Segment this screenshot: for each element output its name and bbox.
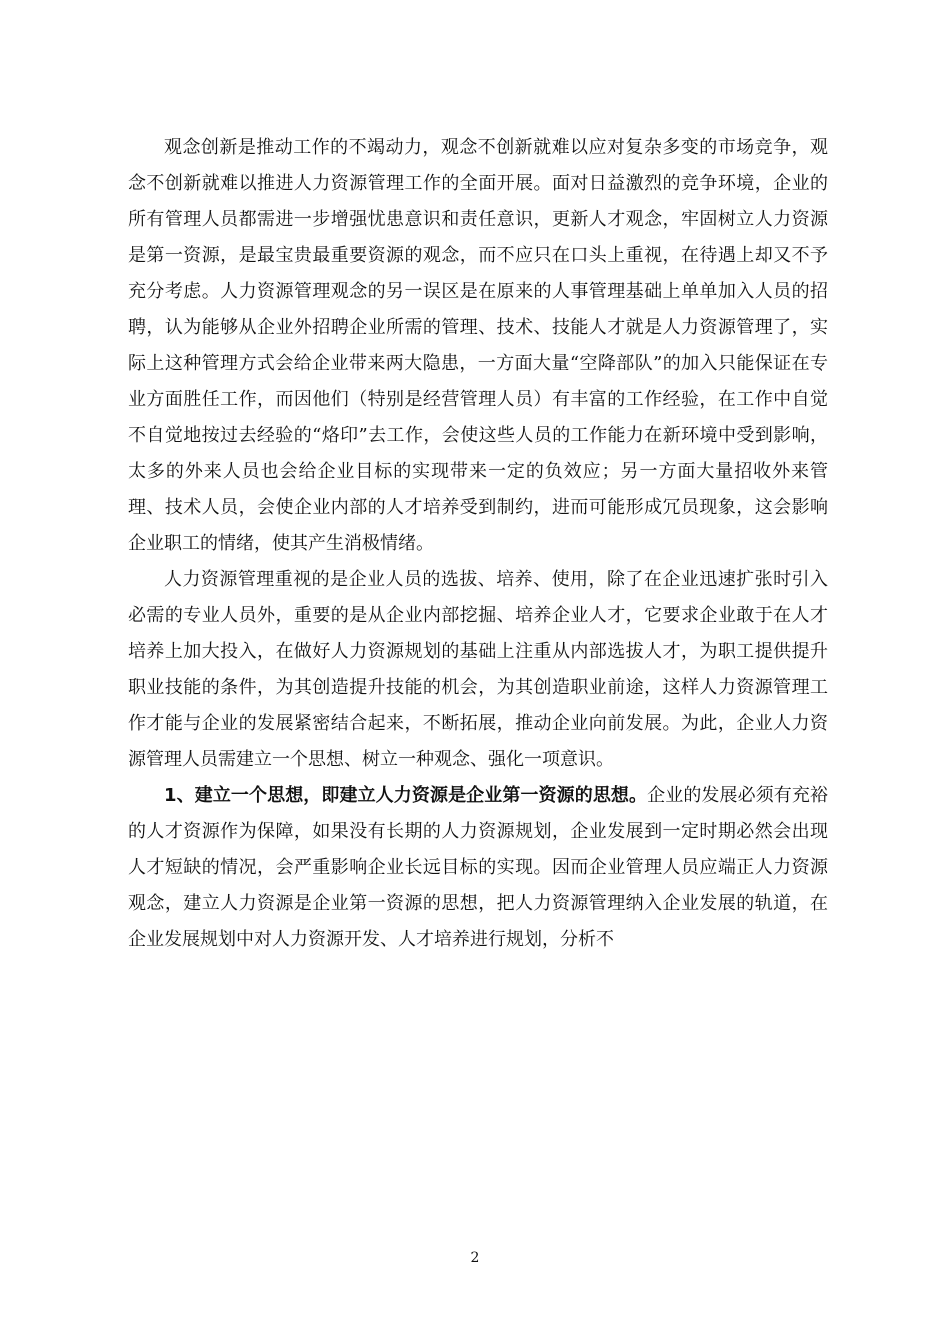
section-1-heading: 1、建立一个思想，即建立人力资源是企业第一资源的思想。 <box>164 785 648 806</box>
body-text <box>128 130 828 958</box>
page-number: 2 <box>470 1250 480 1266</box>
paragraph-concept-innovation: 观念创新是推动工作的不竭动力，观念不创新就难以应对复杂多变的市场竞争，观念不创新就难以推进人力资源管理工作的全面开展。面对日益激烈的竞争环境，企业的所有管理人员都需进一步增强忧患意识和责任意识，更新人才观念，牢固树立人力资源是第一资源，是最宝贵最重要资源的观念，而不应只在口头上重视，在待遇上却又不予充分考虑。人力资源管理观念的另一误区是在原来的人事管理基础上单单加入人员的招聘，认为能够从企业外招聘企业所需的管理、技术、技能人才就是人力资源管理了，实际上这种管理方式会给企业带来两大隐患，一方面大量“空降部队”的加入只能保证在专业方面胜任工作，而因他们（特别是经营管理人员）有丰富的工作经验，在工作中自觉不自觉地按过去经验的“烙印”去工作，会使这些人员的工作能力在新环境中受到影响，太多的外来人员也会给企业目标的实现带来一定的负效应；另一方面大量招收外来管理、技术人员，会使企业内部的人才培养受到制约，进而可能形成冗员现象，这会影响企业职工的情绪，使其产生消极情绪。 <box>128 137 828 554</box>
paragraph-section-1 <box>128 778 828 958</box>
section-1-text: 企业的发展必须有充裕的人才资源作为保障，如果没有长期的人力资源规划，企业发展到一定时期必然会出现人才短缺的情况，会严重影响企业长远目标的实现。因而企业管理人员应端正人力资源观念，建立人力资源是企业第一资源的思想，把人力资源管理纳入企业发展的轨道，在企业发展规划中对人力资源开发、人才培养进行规划，分析不 <box>128 785 828 950</box>
paragraph-talent-selection: 人力资源管理重视的是企业人员的选拔、培养、使用，除了在企业迅速扩张时引入必需的专业人员外，重要的是从企业内部挖掘、培养企业人才，它要求企业敢于在人才培养上加大投入，在做好人力资源规划的基础上注重从内部选拔人才，为职工提供提升职业技能的条件，为其创造提升技能的机会，为其创造职业前途，这样人力资源管理工作才能与企业的发展紧密结合起来，不断拓展，推动企业向前发展。为此，企业人力资源管理人员需建立一个思想、树立一种观念、强化一项意识。 <box>128 569 828 770</box>
